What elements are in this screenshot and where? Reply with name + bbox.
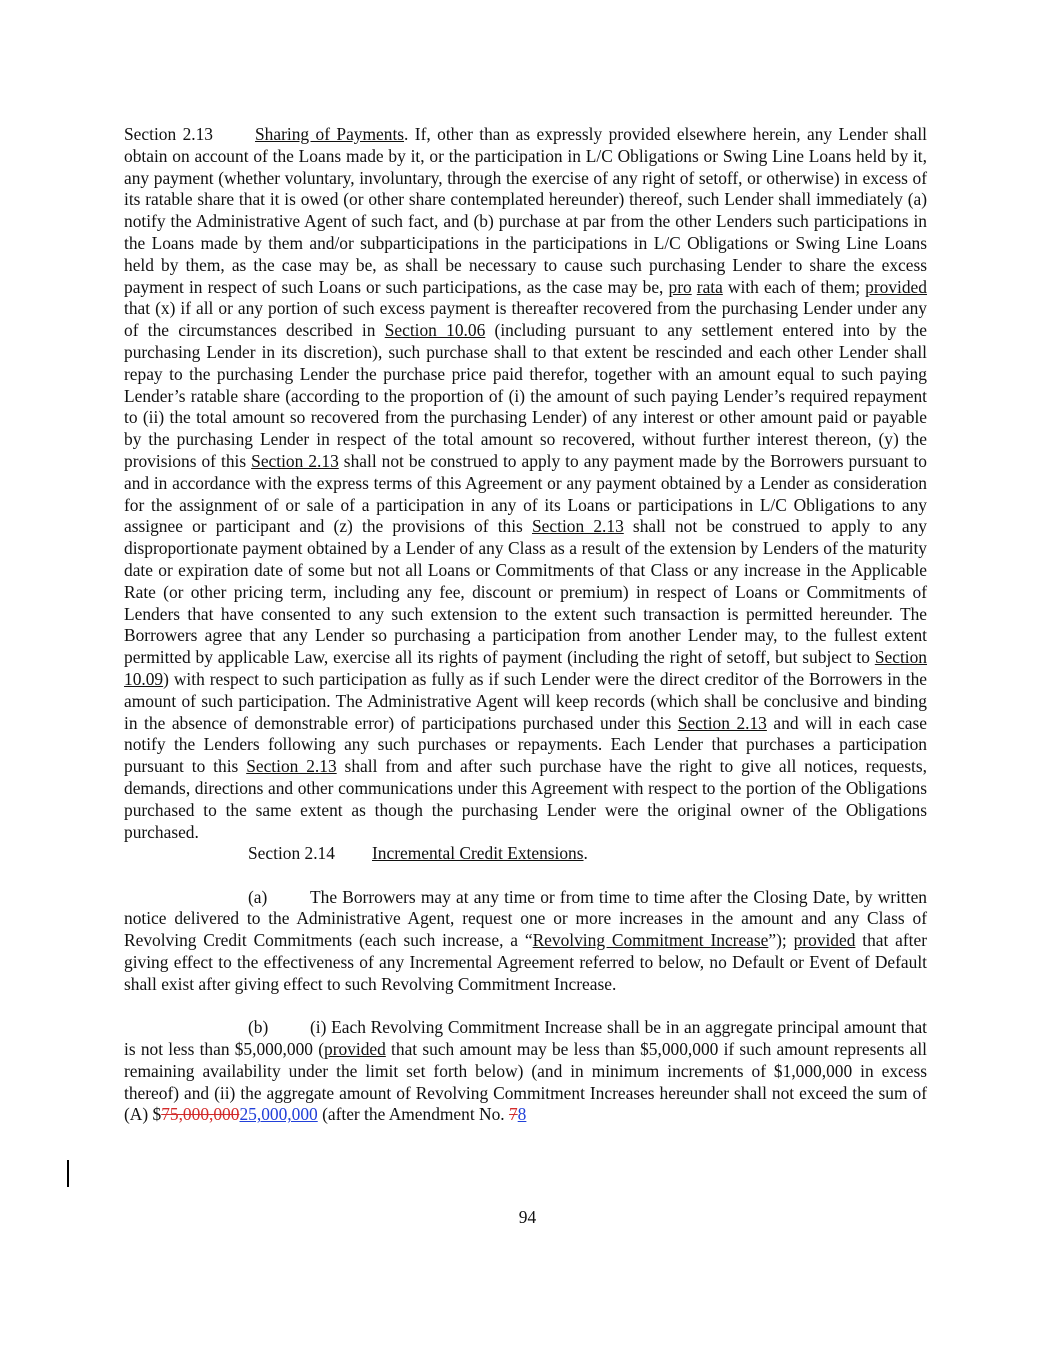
paragraph-b-text-3: (after the Amendment No. [317, 1104, 509, 1125]
provided-term: provided [865, 276, 927, 297]
cross-ref-section-10-09: Section 10.09 [124, 647, 927, 689]
section-2-13-text-6: shall not be construed to apply to any disproportionate payment obtained by a Lender of any Class as a result of the extension by Lenders of the maturity date or expiration date of some but not all Loans or Commitments of that Class or any increase in the Applicable Rate (or other pricing term, including any fee, discount or premium) in respect of Loans or Commitments of Lenders that have consented to any such extension to the extent such transaction is permitted hereunder. The Borrowers agree that any Lender so purchasing a participation from another Lender may, to the fullest extent permitted by applicable Law, exercise all its rights of payment (including the right of setoff, but subject to [124, 516, 927, 668]
paragraph-a [124, 887, 927, 996]
section-2-14-title: Incremental Credit Extensions [372, 843, 584, 864]
section-2-13-text-1: . If, other than as expressly provided elsewhere herein, any Lender shall obtain on account of the Loans made by it, or the participation in L/C Obligations or Swing Line Loans held by it, any payment (whether voluntary, involuntary, through the exercise of any right of setoff, or otherwise) in excess of its ratable share that it is owed (or other share contemplated hereunder) thereof, such Lender shall immediately (a) notify the Administrative Agent of such fact, and (b) purchase at par from the other Lenders such participations in the Loans made by them and/or subparticipations in the participations in L/C Obligations or Swing Line Loans held by them, as the case may be, as shall be necessary to cause such purchasing Lender to share the excess payment in respect of such Loans or such participations, as the case may be, [124, 124, 927, 297]
section-2-13-title: Sharing of Payments [255, 124, 405, 144]
paragraph-b-text-2: that such amount may be less than $5,000,000 if such amount represents all remaining availability under the limit set forth below) (and in minimum increments of $1,000,000 in excess thereof) and (ii) the aggregate amount of Revolving Commitment Increases hereunder shall not exceed the sum of (A) $ [124, 1039, 927, 1125]
document-page [124, 124, 927, 1126]
paragraph-a-text-1: The Borrowers may at any time or from time to time after the Closing Date, by written notice delivered to the Administrative Agent, request one or more increases in the amount and any Class of Revolving Credit Commitments (each such increase, a “ [124, 886, 927, 951]
deleted-amount: 75,000,000 [161, 1104, 240, 1125]
pro-term: pro [668, 276, 692, 297]
rata-term: rata [696, 276, 723, 297]
section-2-13-text-7: ) with respect to such participation as fully as if such Lender were the direct creditor of the Borrowers in the amount of such participation. The Administrative Agent will keep records (which shall be conclusive and binding in the absence of demonstrable error) of participations purchased under this [124, 668, 927, 733]
revision-change-bar [67, 1160, 69, 1187]
section-2-13-paragraph [124, 124, 927, 843]
inserted-amendment-number: 8 [517, 1104, 527, 1125]
paragraph-a-text-2: ”); [768, 930, 794, 951]
paragraph-a-text-3: that after giving effect to the effectiveness of any Incremental Agreement referred to below, no Default or Event of Default shall exist after giving effect to such Revolving Commitment Increase. [124, 930, 927, 994]
provided-term: provided [324, 1039, 386, 1060]
section-2-14-heading [124, 843, 927, 865]
deleted-amendment-number: 7 [508, 1104, 518, 1125]
page-number: 94 [518, 1207, 537, 1227]
section-2-14-title-end: . [583, 843, 588, 864]
cross-ref-section-2-13: Section 2.13 [246, 756, 337, 777]
section-2-13-text-9: shall from and after such purchase have the right to give all notices, requests, demands, directions and other communications under this Agreement with respect to the portion of the Obligations purchased to the same extent as though the purchasing Lender were the original owner of the Obligations purchased. [124, 756, 927, 842]
paragraph-b-label: (b) [248, 1017, 269, 1038]
cross-ref-section-2-13: Section 2.13 [677, 712, 767, 733]
defined-term-revolving-commitment-increase: Revolving Commitment Increase [532, 930, 769, 951]
cross-ref-section-10-06: Section 10.06 [384, 320, 486, 341]
provided-term: provided [793, 930, 856, 951]
section-2-13-text-3: that (x) if all or any portion of such excess payment is thereafter recovered from the purchasing Lender under any of the circumstances described in [124, 298, 927, 341]
section-2-14-number: Section 2.14 [248, 843, 335, 864]
inserted-amount: 25,000,000 [239, 1104, 318, 1125]
cross-ref-section-2-13: Section 2.13 [251, 450, 339, 471]
section-2-13-text-4: (including pursuant to any settlement entered into by the purchasing Lender in its discretion), such purchase shall to that extent be rescinded and each other Lender shall repay to the purchasing Lender the purchase price paid therefor, together with an amount equal to such paying Lender’s ratable share (according to the proportion of (i) the amount of such paying Lender’s required repayment to (ii) the total amount so recovered from the purchasing Lender) of any interest or other amount paid or payable by the purchasing Lender in respect of the total amount so recovered, without further interest thereon, (y) the provisions of this [124, 320, 927, 471]
cross-ref-section-2-13: Section 2.13 [532, 516, 624, 537]
section-2-13-text-5: shall not be construed to apply to any payment made by the Borrowers pursuant to and in accordance with the express terms of this Agreement or any payment obtained by a Lender as consideration for the assignment of or sale of a participation in any of its Loans or participations in L/C Obligations to any assignee or participant and (z) the provisions of this [124, 450, 927, 537]
section-2-13-number: Section 2.13 [124, 124, 214, 144]
paragraph-a-label: (a) [248, 886, 268, 907]
paragraph-b [124, 1017, 927, 1126]
section-2-13-text-8: and will in each case notify the Lenders following any such purchases or repayments. Each Lender that purchases a participation pursuant to this [124, 712, 928, 777]
section-2-13-text-2: with each of them; [722, 276, 866, 297]
paragraph-b-text-1: (i) Each Revolving Commitment Increase shall be in an aggregate principal amount that is not less than $5,000,000 ( [124, 1017, 927, 1060]
